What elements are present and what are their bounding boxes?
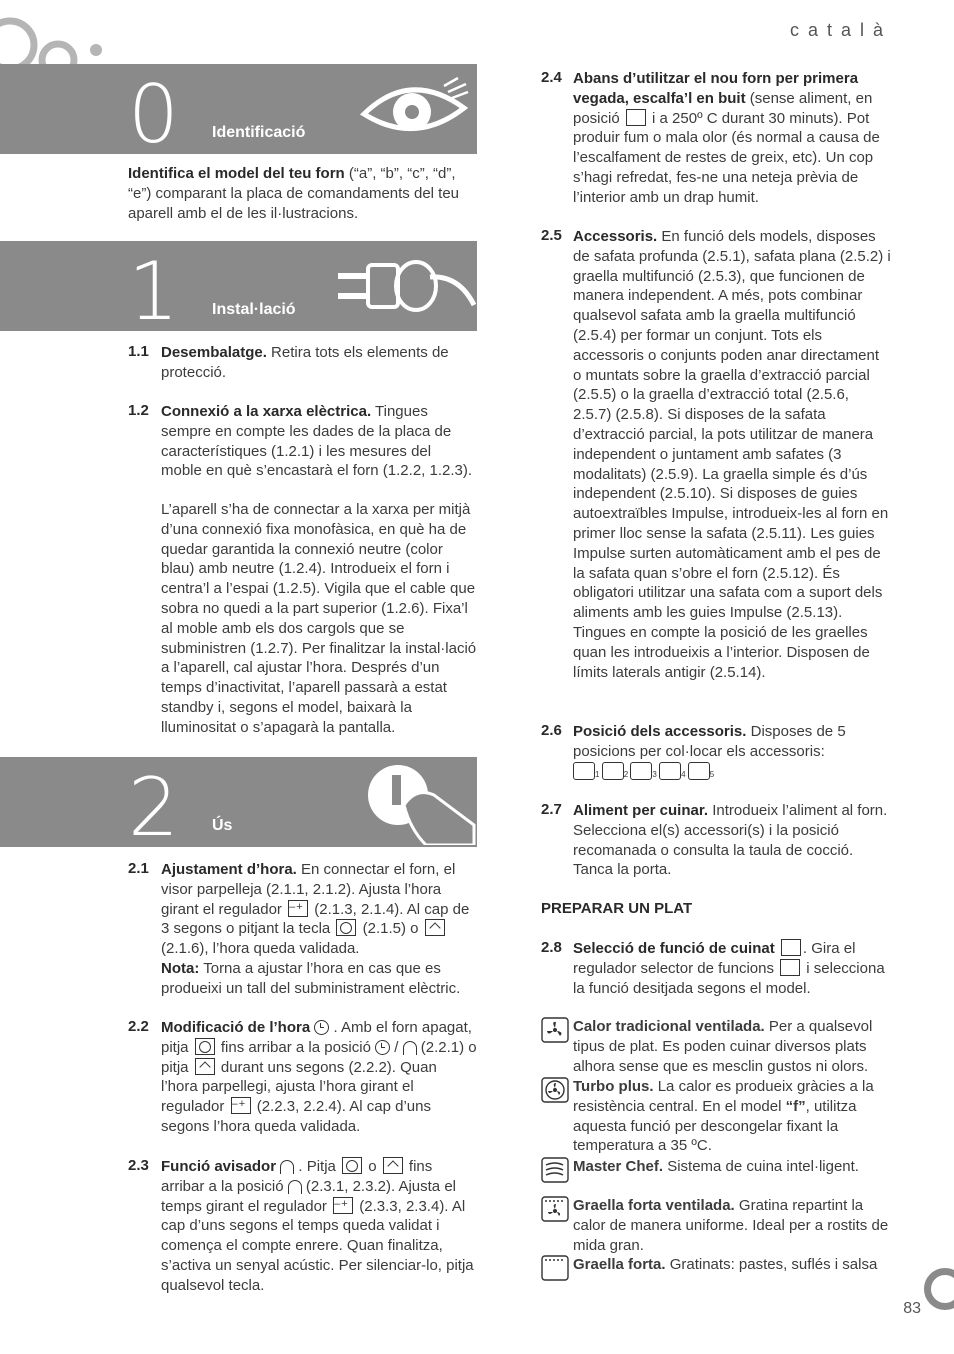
item-number: 1.2 xyxy=(128,402,149,419)
up-key-icon xyxy=(383,1157,403,1174)
item-2-6-text: Posició dels accessoris. Disposes de 5 posicions per col·locar els accessoris: 1 2 3 4 5 xyxy=(573,723,846,779)
item-number: 2.5 xyxy=(541,227,562,244)
page-number: 83 xyxy=(903,1300,921,1317)
regulator-icon xyxy=(231,1097,251,1114)
clock-icon xyxy=(314,1020,329,1035)
clock-key-icon xyxy=(195,1038,215,1055)
position-5-icon xyxy=(688,762,710,780)
hand-knob-icon xyxy=(356,759,476,845)
item-number: 2.3 xyxy=(128,1157,149,1174)
position-1-icon xyxy=(573,762,595,780)
item-2-2-text: Modificació de l’hora . Amb el forn apagat, pitja fins arribar a la posició / (2.2.1) o pitja durant uns segons (2.2.2). Quan l’hora parpellegi, ajusta l’hora girant el regulador – + (2.2.3, 2.2.4). Al cap d’uns segons l’hora queda validada. xyxy=(161,1018,477,1137)
item-number: 2.8 xyxy=(541,939,562,956)
regulator-icon xyxy=(333,1197,353,1214)
section-title: Instal·lació xyxy=(212,301,296,318)
fan-icon xyxy=(541,1017,569,1043)
item-number: 2.1 xyxy=(128,860,149,877)
function-selector-icon xyxy=(780,959,800,976)
item-1-2-text: Connexió a la xarxa elèctrica. Tingues sempre en compte les dades de la placa de característiques (1.2.1) i les mesures del moble en què s’encastarà el forn (1.2.2, 1.2.3). xyxy=(161,403,473,480)
bell-icon xyxy=(280,1160,294,1174)
position-3-icon xyxy=(630,762,652,780)
regulator-icon xyxy=(288,900,308,917)
item-1-1-text: Desembalatge. Retira tots els elements de protecció. xyxy=(161,344,449,381)
section-0-banner xyxy=(0,64,477,161)
grill-icon xyxy=(541,1255,569,1281)
up-key-icon xyxy=(195,1058,215,1075)
master-chef-icon xyxy=(541,1157,569,1183)
section-number: 0 xyxy=(128,68,179,161)
item-2-1-text: Ajustament d’hora. En connectar el forn, el visor parpelleja (2.1.1, 2.1.2). Ajusta l’hora girant el regulador – + (2.1.3, 2.1.4). Al cap de 3 segons o pitjant la tecla (2.1.5) o (2.1.6), l’hora queda validada. Nota: Torna a ajustar l’hora en cas que es produeixi un tall del subministrament elèctric. xyxy=(161,860,477,999)
function-selector-icon xyxy=(781,939,801,956)
item-number: 2.7 xyxy=(541,801,562,818)
identification-text: Identifica el model del teu forn (“a”, “b”, “c”, “d”, “e”) comparant la placa de comandaments del teu aparell amb el de les il·lustracions. xyxy=(128,165,460,222)
section-number: 2 xyxy=(128,761,179,854)
oven-off-icon xyxy=(626,109,646,126)
eye-icon xyxy=(360,74,472,146)
standby-icon xyxy=(403,1041,417,1055)
up-key-icon xyxy=(425,919,445,936)
position-4-icon xyxy=(659,762,681,780)
section-1-banner xyxy=(0,241,477,338)
language-label: català xyxy=(789,20,892,40)
item-number: 2.4 xyxy=(541,69,562,86)
section-title: Identificació xyxy=(212,124,306,141)
item-2-7-text: Aliment per cuinar. Introdueix l’aliment al forn. Selecciona el(s) accessori(s) i la posició recomanada o consulta la taula de cocció. Tanca la porta. xyxy=(573,802,888,879)
prepare-dish-heading: PREPARAR UN PLAT xyxy=(541,900,693,917)
clock-key-icon xyxy=(336,919,356,936)
item-2-3-text: Funció avisador . Pitja o fins arribar a la posició (2.3.1, 2.3.2). Ajusta el temps girant el regulador – + (2.3.3, 2.3.4). Al cap d’uns segons el temps queda validat i comença el compte enrere. Quan finalitza, s’activa un senyal acústic. Per silenciar-lo, pitja qualsevol tecla. xyxy=(161,1157,477,1296)
turbo-fan-icon xyxy=(541,1077,569,1103)
grill-fan-icon xyxy=(541,1196,569,1222)
item-2-8-text: Selecció de funció de cuinat . Gira el regulador selector de funcions i selecciona la funció desitjada segons el model. xyxy=(573,940,885,997)
section-2-banner xyxy=(0,757,477,854)
decorative-circles xyxy=(0,0,110,70)
decorative-circle xyxy=(924,1268,954,1310)
bell-icon xyxy=(288,1180,302,1194)
item-number: 1.1 xyxy=(128,343,149,360)
position-2-icon xyxy=(602,762,624,780)
clock-key-icon xyxy=(342,1157,362,1174)
item-2-5-text: Accessoris. En funció dels models, disposes de safata profunda (2.5.1), safata plana (2.5.2) i graella multifunció (2.5.3), que funcionen de manera independent. A més, pots combinar qualsevol safata amb la graella multifunció (2.5.4) per formar un conjunt. Tots els accessoris o conjunts poden anar directament o muntats sobre la graella d’extracció parcial (2.5.5) o la graella d’extracció total (2.5.6, 2.5.7) (2.5.8). Si disposes de la safata d’extracció parcial, la pots utilitzar de manera independent o juntament amb safates (3 modalitats) (2.5.9). La graella simple és d’ús independent (2.5.10). Si disposes de guies autoextraïbles Impulse, introdueix-les al forn en primer lloc sense la safata (2.5.11). Les guies Impulse surten automàticament amb el pes de la safata quan s’obre el forn (2.5.12). És obligatori utilitzar una safata com a suport dels aliments amb les guies Impulse (2.5.13). Tingues en compte la posició de les graelles quan les introdueixis a l’interior. Disposen de límits laterals antigir (2.5.14). xyxy=(573,228,891,681)
section-title: Ús xyxy=(212,817,233,834)
section-number: 1 xyxy=(128,245,179,338)
clock-icon xyxy=(375,1040,390,1055)
item-number: 2.6 xyxy=(541,722,562,739)
plug-icon xyxy=(334,255,476,321)
positions-row: 1 2 3 4 5 xyxy=(573,770,714,779)
item-1-2-paragraph: L’aparell s’ha de connectar a la xarxa per mitjà d’una connexió fixa monofàsica, en què ha de quedar garantida la connexió neutre (color blau) amb neutre (1.2.4). Introdueix el forn i centra’l a l’espai (1.2.5). Vigila que el cable que sobra no quedi a la part superior (1.2.6). Fixa’l al moble amb els dos cargols que se subministren (1.2.7). Per finalitzar la instal·lació a l’aparell, cal ajustar l’hora. Després d’un temps d’inactivitat, l’aparell passarà a estat standby i, segons el model, baixarà la lluminositat o s’apagarà la pantalla. xyxy=(161,501,477,736)
item-2-4-text: Abans d’utilitzar el nou forn per primera vegada, escalfa’l en buit (sense aliment, en posició i a 250º C durant 30 minuts). Pot produir fum o mala olor (és normal a causa de l’escalfament de restes de greix, etc). Un cop s’hagi refredat, fes-ne una neteja prèvia de l’interior amb un drap humit. xyxy=(573,70,880,206)
item-number: 2.2 xyxy=(128,1018,149,1035)
